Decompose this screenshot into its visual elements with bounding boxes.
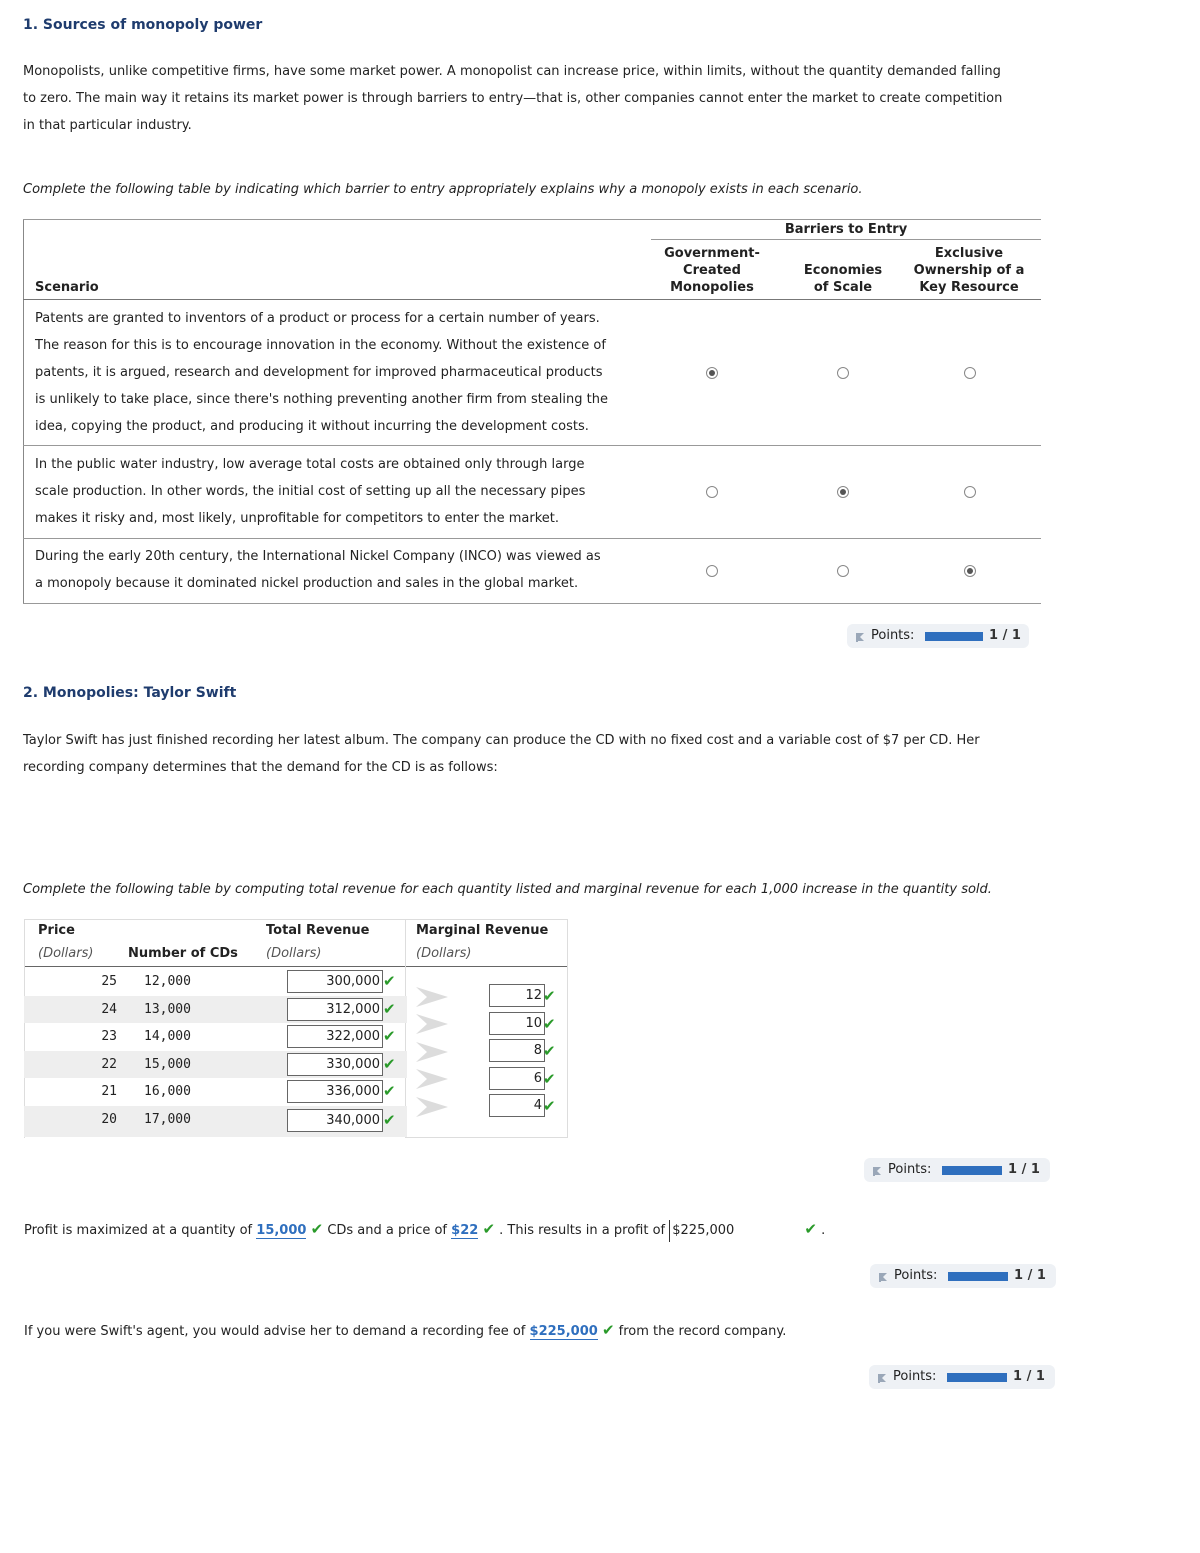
q2-intro (23, 727, 1063, 781)
revenue-table (24, 918, 568, 1138)
q1-instruction: Complete the following table by indicating which barrier to entry appropriately explains why a monopoly exists in each scenario. (23, 182, 863, 197)
scenario-line: idea, copying the product, and producing it without incurring the development costs. (35, 419, 589, 434)
check-icon: ✔ (383, 1082, 396, 1100)
total-revenue-input[interactable]: 312,000 (287, 998, 383, 1021)
profit-input[interactable]: $225,000 (669, 1220, 768, 1242)
check-icon: ✔ (383, 1055, 396, 1073)
table-border (23, 219, 24, 603)
radio-economies-of-scale[interactable] (837, 486, 849, 498)
scenario-header: Scenario (35, 280, 99, 295)
price-unit: (Dollars) (38, 946, 94, 961)
scenario-line: scale production. In other words, the initial cost of setting up all the necessary pipes (35, 484, 586, 499)
table-row (24, 1051, 407, 1078)
scenario-water (35, 451, 635, 532)
table-row (24, 968, 407, 995)
radio-government-created[interactable] (706, 367, 718, 379)
chevron-right-icon (415, 1068, 449, 1090)
agent-sentence (24, 1320, 786, 1343)
radio-exclusive-ownership[interactable] (964, 486, 976, 498)
flag-icon (877, 1373, 887, 1383)
table-divider (23, 445, 1041, 446)
profit-end: . (821, 1223, 826, 1238)
points-label: Points: (871, 628, 915, 643)
chevron-right-icon (415, 1013, 449, 1035)
profit-text: . This results in a profit of (499, 1223, 666, 1238)
price-cell: 21 (101, 1084, 117, 1099)
barriers-group-header: Barriers to Entry (784, 222, 908, 237)
points-badge (870, 1264, 1056, 1288)
points-bar (948, 1272, 1008, 1281)
marginal-revenue-input[interactable]: 12 (489, 984, 545, 1007)
price-header: Price (38, 923, 75, 938)
chevron-right-icon (415, 1096, 449, 1118)
check-icon: ✔ (543, 987, 556, 1005)
points-bar (925, 632, 983, 641)
radio-exclusive-ownership[interactable] (964, 565, 976, 577)
total-revenue-unit: (Dollars) (266, 946, 322, 961)
marginal-revenue-input[interactable]: 8 (489, 1039, 545, 1062)
scenario-line: patents, it is argued, research and development for improved pharmaceutical products (35, 365, 603, 380)
scenario-line: makes it risky and, most likely, unprofitable for competitors to enter the market. (35, 511, 560, 526)
col-header-line: Economies (803, 263, 883, 278)
total-revenue-header: Total Revenue (266, 923, 370, 938)
cds-cell: 17,000 (144, 1112, 191, 1127)
col-header-line: Government- (664, 246, 760, 261)
check-icon: ✔ (804, 1220, 817, 1238)
chevron-right-icon (415, 1041, 449, 1063)
points-score: 1 / 1 (1014, 1268, 1046, 1283)
cds-cell: 16,000 (144, 1084, 191, 1099)
points-score: 1 / 1 (989, 628, 1021, 643)
q1-intro (23, 58, 1063, 139)
points-badge (847, 624, 1029, 648)
cds-cell: 15,000 (144, 1057, 191, 1072)
scenario-line: During the early 20th century, the International Nickel Company (INCO) was viewed as (35, 549, 601, 564)
check-icon: ✔ (482, 1220, 496, 1238)
q1-intro-line: Monopolists, unlike competitive firms, have some market power. A monopolist can increase price, within limits, without the quantity demanded falling (23, 64, 1001, 79)
table-divider (23, 603, 1041, 604)
table-divider (23, 538, 1041, 539)
check-icon: ✔ (601, 1321, 615, 1339)
flag-icon (872, 1166, 882, 1176)
points-bar (947, 1373, 1007, 1382)
col-header-line: Exclusive (934, 246, 1004, 261)
price-cell: 23 (101, 1029, 117, 1044)
table-divider (651, 239, 1041, 240)
col-header-exclusive (903, 245, 1035, 296)
col-header-line: Key Resource (919, 280, 1019, 295)
points-badge (864, 1158, 1050, 1182)
table-row (24, 996, 407, 1023)
total-revenue-input[interactable]: 300,000 (287, 970, 383, 993)
cds-cell: 14,000 (144, 1029, 191, 1044)
check-icon: ✔ (383, 1027, 396, 1045)
check-icon: ✔ (543, 1097, 556, 1115)
points-label: Points: (894, 1268, 938, 1283)
table-row (24, 1078, 407, 1105)
radio-exclusive-ownership[interactable] (964, 367, 976, 379)
profit-sentence (24, 1219, 825, 1242)
scenario-line: a monopoly because it dominated nickel production and sales in the global market. (35, 576, 579, 591)
radio-economies-of-scale[interactable] (837, 367, 849, 379)
chevron-right-icon (415, 986, 449, 1008)
price-cell: 20 (101, 1112, 117, 1127)
fee-dropdown[interactable]: $225,000 (529, 1324, 598, 1339)
agent-text: from the record company. (618, 1324, 787, 1339)
check-icon: ✔ (383, 972, 396, 990)
radio-government-created[interactable] (706, 565, 718, 577)
q2-instruction: Complete the following table by computing total revenue for each quantity listed and marginal revenue for each 1,000 increase in the quantity sold. (23, 882, 992, 897)
profit-text: CDs and a price of (327, 1223, 448, 1238)
q2-intro-line: recording company determines that the demand for the CD is as follows: (23, 760, 498, 775)
col-header-line: Ownership of a (913, 263, 1025, 278)
check-icon: ✔ (543, 1070, 556, 1088)
table-row (24, 1106, 407, 1137)
q2-title: 2. Monopolies: Taylor Swift (23, 685, 237, 701)
table-divider (23, 219, 1041, 220)
check-icon: ✔ (310, 1220, 324, 1238)
check-icon: ✔ (543, 1015, 556, 1033)
total-revenue-input[interactable]: 340,000 (287, 1109, 383, 1132)
check-icon: ✔ (383, 1000, 396, 1018)
scenario-line: Patents are granted to inventors of a product or process for a certain number of years. (35, 311, 600, 326)
points-score: 1 / 1 (1013, 1369, 1045, 1384)
scenario-line: In the public water industry, low average total costs are obtained only through large (35, 457, 585, 472)
q1-title: 1. Sources of monopoly power (23, 17, 263, 33)
scenario-patents (35, 305, 635, 440)
scenario-line: is unlikely to take place, since there's nothing preventing another firm from stealing the (35, 392, 608, 407)
price-cell: 22 (101, 1057, 117, 1072)
cds-header: Number of CDs (128, 946, 238, 961)
q2-intro-line: Taylor Swift has just finished recording her latest album. The company can produce the CD with no fixed cost and a variable cost of $7 per CD. Her (23, 733, 980, 748)
agent-text: If you were Swift's agent, you would advise her to demand a recording fee of (24, 1324, 526, 1339)
marginal-revenue-unit: (Dollars) (416, 946, 472, 961)
check-icon: ✔ (543, 1042, 556, 1060)
table-divider (23, 299, 1041, 300)
table-row (24, 1023, 407, 1050)
points-label: Points: (893, 1369, 937, 1384)
cds-cell: 12,000 (144, 974, 191, 989)
quantity-dropdown[interactable]: 15,000 (256, 1223, 307, 1238)
col-header-government (653, 245, 771, 296)
total-revenue-input[interactable]: 322,000 (287, 1025, 383, 1048)
total-revenue-input[interactable]: 336,000 (287, 1080, 383, 1103)
col-header-economies (783, 262, 903, 296)
profit-text: Profit is maximized at a quantity of (24, 1223, 253, 1238)
barrier-table (23, 219, 1041, 604)
points-label: Points: (888, 1162, 932, 1177)
marginal-revenue-input[interactable]: 6 (489, 1067, 545, 1090)
flag-icon (855, 632, 865, 642)
radio-government-created[interactable] (706, 486, 718, 498)
price-dropdown[interactable]: $22 (451, 1223, 479, 1238)
points-bar (942, 1166, 1002, 1175)
total-revenue-input[interactable]: 330,000 (287, 1053, 383, 1076)
scenario-line: The reason for this is to encourage innovation in the economy. Without the existence of (35, 338, 606, 353)
radio-economies-of-scale[interactable] (837, 565, 849, 577)
marginal-revenue-header: Marginal Revenue (416, 923, 549, 938)
price-cell: 25 (101, 974, 117, 989)
cds-cell: 13,000 (144, 1002, 191, 1017)
col-header-line: Monopolies (670, 280, 754, 295)
points-badge (869, 1365, 1055, 1389)
q1-intro-line: in that particular industry. (23, 118, 192, 133)
marginal-revenue-input[interactable]: 4 (489, 1094, 545, 1117)
q1-intro-line: to zero. The main way it retains its market power is through barriers to entry—that is, other companies cannot enter the market to create competition (23, 91, 1003, 106)
scenario-nickel (35, 543, 635, 597)
price-cell: 24 (101, 1002, 117, 1017)
points-score: 1 / 1 (1008, 1162, 1040, 1177)
col-header-line: of Scale (813, 280, 873, 295)
flag-icon (878, 1272, 888, 1282)
check-icon: ✔ (383, 1111, 396, 1129)
col-header-line: Created (683, 263, 741, 278)
marginal-revenue-input[interactable]: 10 (489, 1012, 545, 1035)
